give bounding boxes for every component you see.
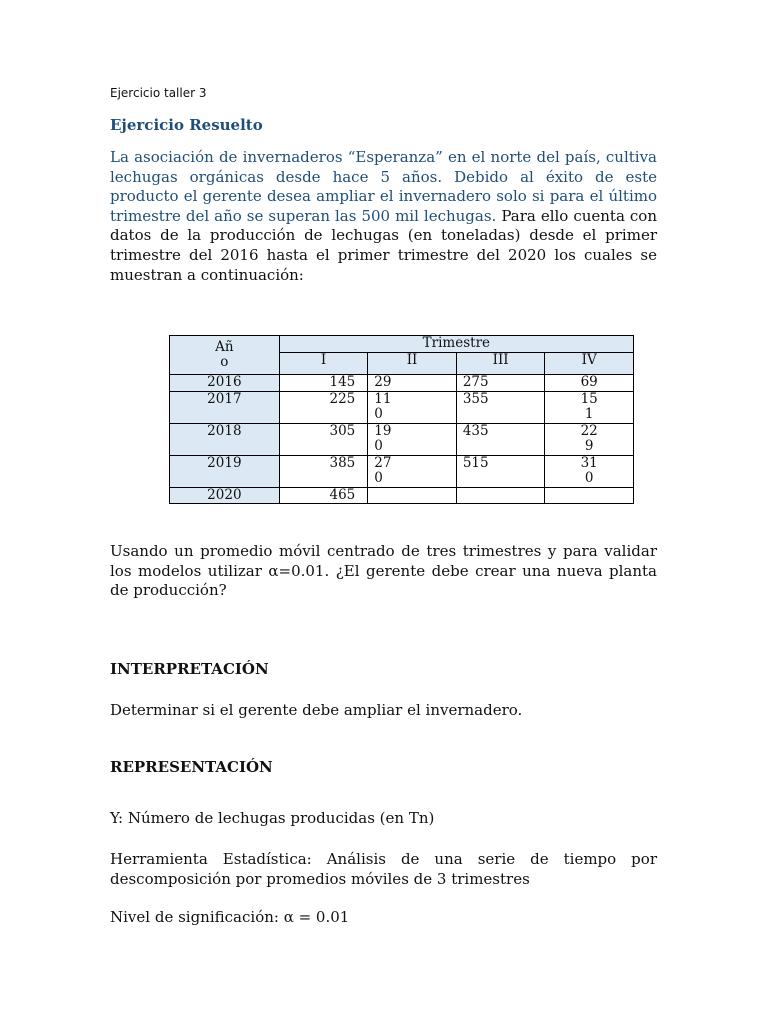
significance-level-text: Nivel de significación: α = 0.01 [110, 908, 350, 926]
year-cell: 2019 [170, 455, 280, 487]
table-header-row [170, 336, 634, 353]
value-cell-q1: 305 [279, 423, 368, 455]
section-title: Ejercicio Resuelto [110, 116, 263, 134]
value-cell-q1: 225 [279, 391, 368, 423]
year-cell: 2016 [170, 375, 280, 392]
value-cell-q1: 145 [279, 375, 368, 392]
table-row [170, 391, 634, 423]
value-cell-q3 [456, 487, 545, 504]
representation-heading: REPRESENTACIÓN [110, 758, 273, 776]
intro-paragraph [110, 148, 657, 285]
table-row [170, 455, 634, 487]
value-cell-q1: 385 [279, 455, 368, 487]
year-cell: 2020 [170, 487, 280, 504]
value-cell-q2: 27 0 [368, 455, 457, 487]
year-cell: 2017 [170, 391, 280, 423]
statistical-tool-text: Herramienta Estadística: Análisis de una serie de tiempo por descomposición por promedios móviles de 3 trimestres [110, 850, 657, 888]
value-cell-q4: 15 1 [545, 391, 634, 423]
value-cell-q1: 465 [279, 487, 368, 504]
value-cell-q3: 355 [456, 391, 545, 423]
question-paragraph: Usando un promedio móvil centrado de tres trimestres y para validar los modelos utilizar α=0.01. ¿El gerente debe crear una nueva planta de producción? [110, 542, 657, 600]
value-cell-q4: 69 [545, 375, 634, 392]
table-row [170, 487, 634, 504]
interpretation-heading: INTERPRETACIÓN [110, 660, 269, 678]
value-cell-q2 [368, 487, 457, 504]
value-cell-q3: 435 [456, 423, 545, 455]
quarter-header-iv: IV [545, 352, 634, 375]
value-cell-q2: 19 0 [368, 423, 457, 455]
quarter-group-header: Trimestre [279, 336, 633, 353]
quarter-header-ii: II [368, 352, 457, 375]
year-column-header: Añ o [170, 336, 280, 375]
document-header-label: Ejercicio taller 3 [110, 86, 207, 100]
production-table [169, 335, 634, 504]
variable-definition: Y: Número de lechugas producidas (en Tn) [110, 809, 435, 827]
intro-highlighted-text: La asociación de invernaderos “Esperanza” en el norte del país, cultiva lechugas orgánicas desde hace 5 años. Debido al éxito de este producto el gerente desea ampliar el invernadero solo si para el último trimestre del año se superan las 500 mil lechugas. [110, 148, 657, 225]
value-cell-q2: 11 0 [368, 391, 457, 423]
table-row [170, 375, 634, 392]
value-cell-q3: 515 [456, 455, 545, 487]
value-cell-q4 [545, 487, 634, 504]
interpretation-text: Determinar si el gerente debe ampliar el invernadero. [110, 701, 523, 719]
value-cell-q4: 22 9 [545, 423, 634, 455]
year-cell: 2018 [170, 423, 280, 455]
table-row [170, 423, 634, 455]
value-cell-q2: 29 [368, 375, 457, 392]
quarter-header-i: I [279, 352, 368, 375]
quarter-header-iii: III [456, 352, 545, 375]
value-cell-q4: 31 0 [545, 455, 634, 487]
intro-plain-text: Para ello cuenta con datos de la producción de lechugas (en toneladas) desde el primer trimestre del 2016 hasta el primer trimestre del 2020 los cuales se muestran a continuación: [110, 206, 657, 284]
value-cell-q3: 275 [456, 375, 545, 392]
